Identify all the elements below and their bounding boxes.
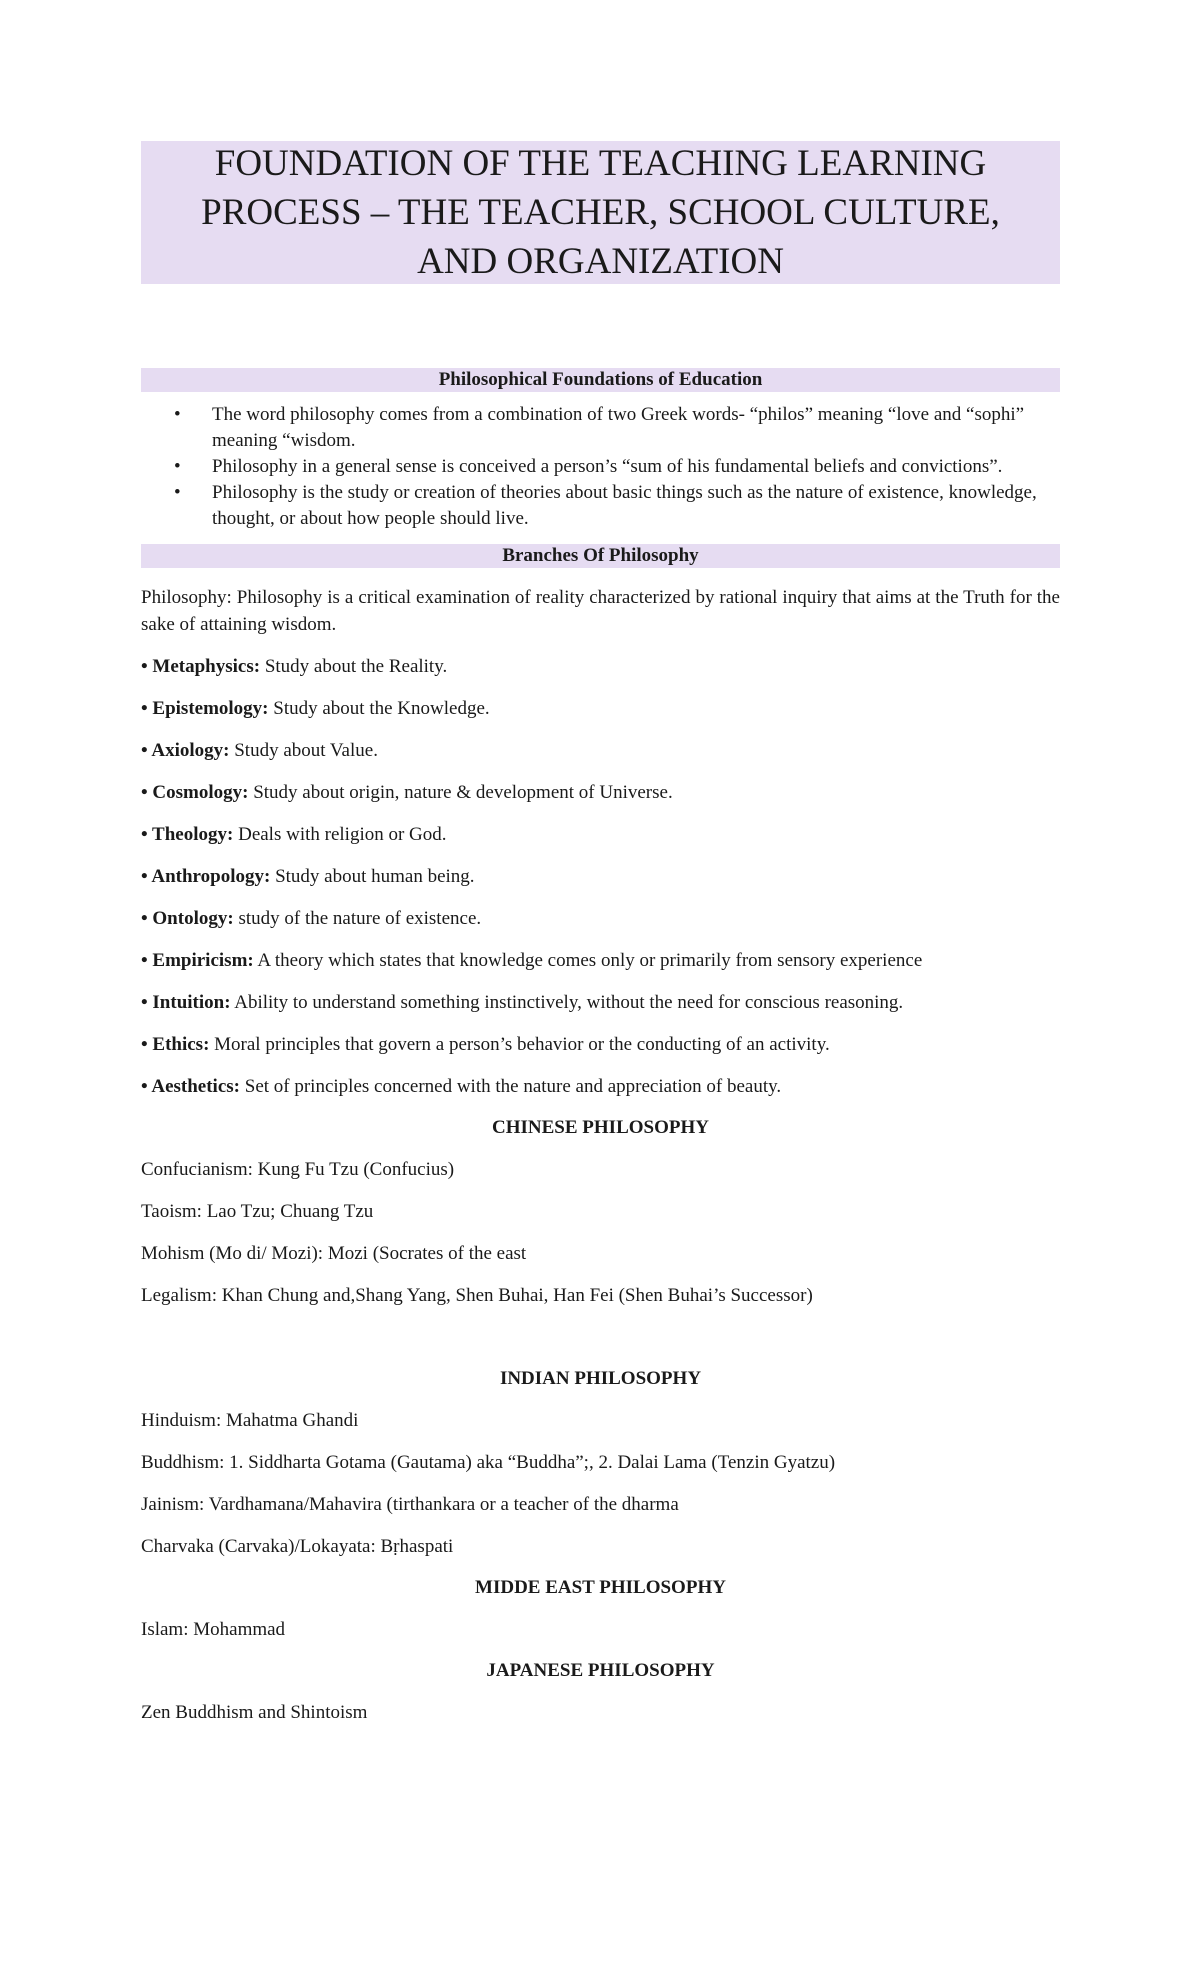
branch-term: • Anthropology: (141, 866, 271, 887)
branch-desc: Deals with religion or God. (233, 824, 447, 845)
section-heading-branches: Branches Of Philosophy (141, 544, 1060, 568)
branch-desc: Ability to understand something instinctively, without the need for conscious reasoning. (230, 992, 904, 1013)
branch-item (141, 653, 1060, 680)
heading-japanese-philosophy: JAPANESE PHILOSOPHY (486, 1660, 715, 1681)
section-heading-foundations: Philosophical Foundations of Education (141, 368, 1060, 392)
branch-term: • Cosmology: (141, 782, 249, 803)
branch-term: • Theology: (141, 824, 234, 845)
branch-item (141, 737, 1060, 764)
branch-item (141, 947, 1060, 974)
chinese-line: Confucianism: Kung Fu Tzu (Confucius) (141, 1159, 455, 1180)
branch-term: • Intuition: (141, 992, 231, 1013)
branch-item (141, 779, 1060, 806)
branch-desc: Study about the Reality. (260, 656, 448, 677)
indian-line: Jainism: Vardhamana/Mahavira (tirthankara or a teacher of the dharma (141, 1494, 679, 1515)
branch-desc: Study about the Knowledge. (268, 698, 490, 719)
branch-term: • Empiricism: (141, 950, 254, 971)
chinese-line: Taoism: Lao Tzu; Chuang Tzu (141, 1201, 374, 1222)
branch-item (141, 695, 1060, 722)
title-banner (141, 141, 1060, 284)
chinese-line: Legalism: Khan Chung and,Shang Yang, Shen Buhai, Han Fei (Shen Buhai’s Successor) (141, 1285, 813, 1306)
branch-item (141, 989, 1060, 1016)
bullet-item: • Philosophy is the study or creation of theories about basic things such as the nature of existence, knowledge, thought, or about how people should live. (141, 480, 1060, 532)
branch-desc: Moral principles that govern a person’s behavior or the conducting of an activity. (209, 1034, 830, 1055)
branch-item (141, 1031, 1060, 1058)
branch-item (141, 863, 1060, 890)
page-content (141, 141, 1060, 1726)
branch-item (141, 905, 1060, 932)
branch-desc: Study about origin, nature & development of Universe. (248, 782, 673, 803)
indian-line: Hinduism: Mahatma Ghandi (141, 1410, 359, 1431)
japanese-line: Zen Buddhism and Shintoism (141, 1702, 368, 1723)
branch-term: • Epistemology: (141, 698, 269, 719)
branch-term: • Aesthetics: (141, 1076, 240, 1097)
branch-term: • Axiology: (141, 740, 230, 761)
heading-middle-east-philosophy: MIDDE EAST PHILOSOPHY (475, 1577, 726, 1598)
bullet-item: • Philosophy in a general sense is conceived a person’s “sum of his fundamental beliefs and convictions”. (141, 454, 1060, 480)
branch-desc: Study about Value. (229, 740, 378, 761)
heading-chinese-philosophy: CHINESE PHILOSOPHY (492, 1117, 709, 1138)
foundations-bullet-list (141, 402, 1060, 532)
branch-desc: Set of principles concerned with the nature and appreciation of beauty. (240, 1076, 782, 1097)
branch-desc: A theory which states that knowledge comes only or primarily from sensory experience (253, 950, 923, 971)
branch-desc: study of the nature of existence. (233, 908, 482, 929)
branches-intro: Philosophy: Philosophy is a critical examination of reality characterized by rational inquiry that aims at the Truth for the sake of attaining wisdom. (141, 587, 1060, 635)
branch-term: • Metaphysics: (141, 656, 261, 677)
branch-desc: Study about human being. (270, 866, 475, 887)
branch-item (141, 821, 1060, 848)
indian-line: Charvaka (Carvaka)/Lokayata: Bṛhaspati (141, 1536, 454, 1557)
branch-term: • Ethics: (141, 1034, 210, 1055)
bullet-item: • The word philosophy comes from a combination of two Greek words- “philos” meaning “love and “sophi” meaning “wisdom. (141, 402, 1060, 454)
chinese-line: Mohism (Mo di/ Mozi): Mozi (Socrates of the east (141, 1243, 527, 1264)
middle-east-line: Islam: Mohammad (141, 1619, 286, 1640)
branch-item (141, 1073, 1060, 1100)
heading-indian-philosophy: INDIAN PHILOSOPHY (499, 1368, 702, 1389)
indian-line: Buddhism: 1. Siddharta Gotama (Gautama) aka “Buddha”;, 2. Dalai Lama (Tenzin Gyatzu) (141, 1452, 836, 1473)
document-title: FOUNDATION OF THE TEACHING LEARNING PROCESS – THE TEACHER, SCHOOL CULTURE, AND ORGANIZATION (201, 143, 1000, 282)
branch-term: • Ontology: (141, 908, 234, 929)
